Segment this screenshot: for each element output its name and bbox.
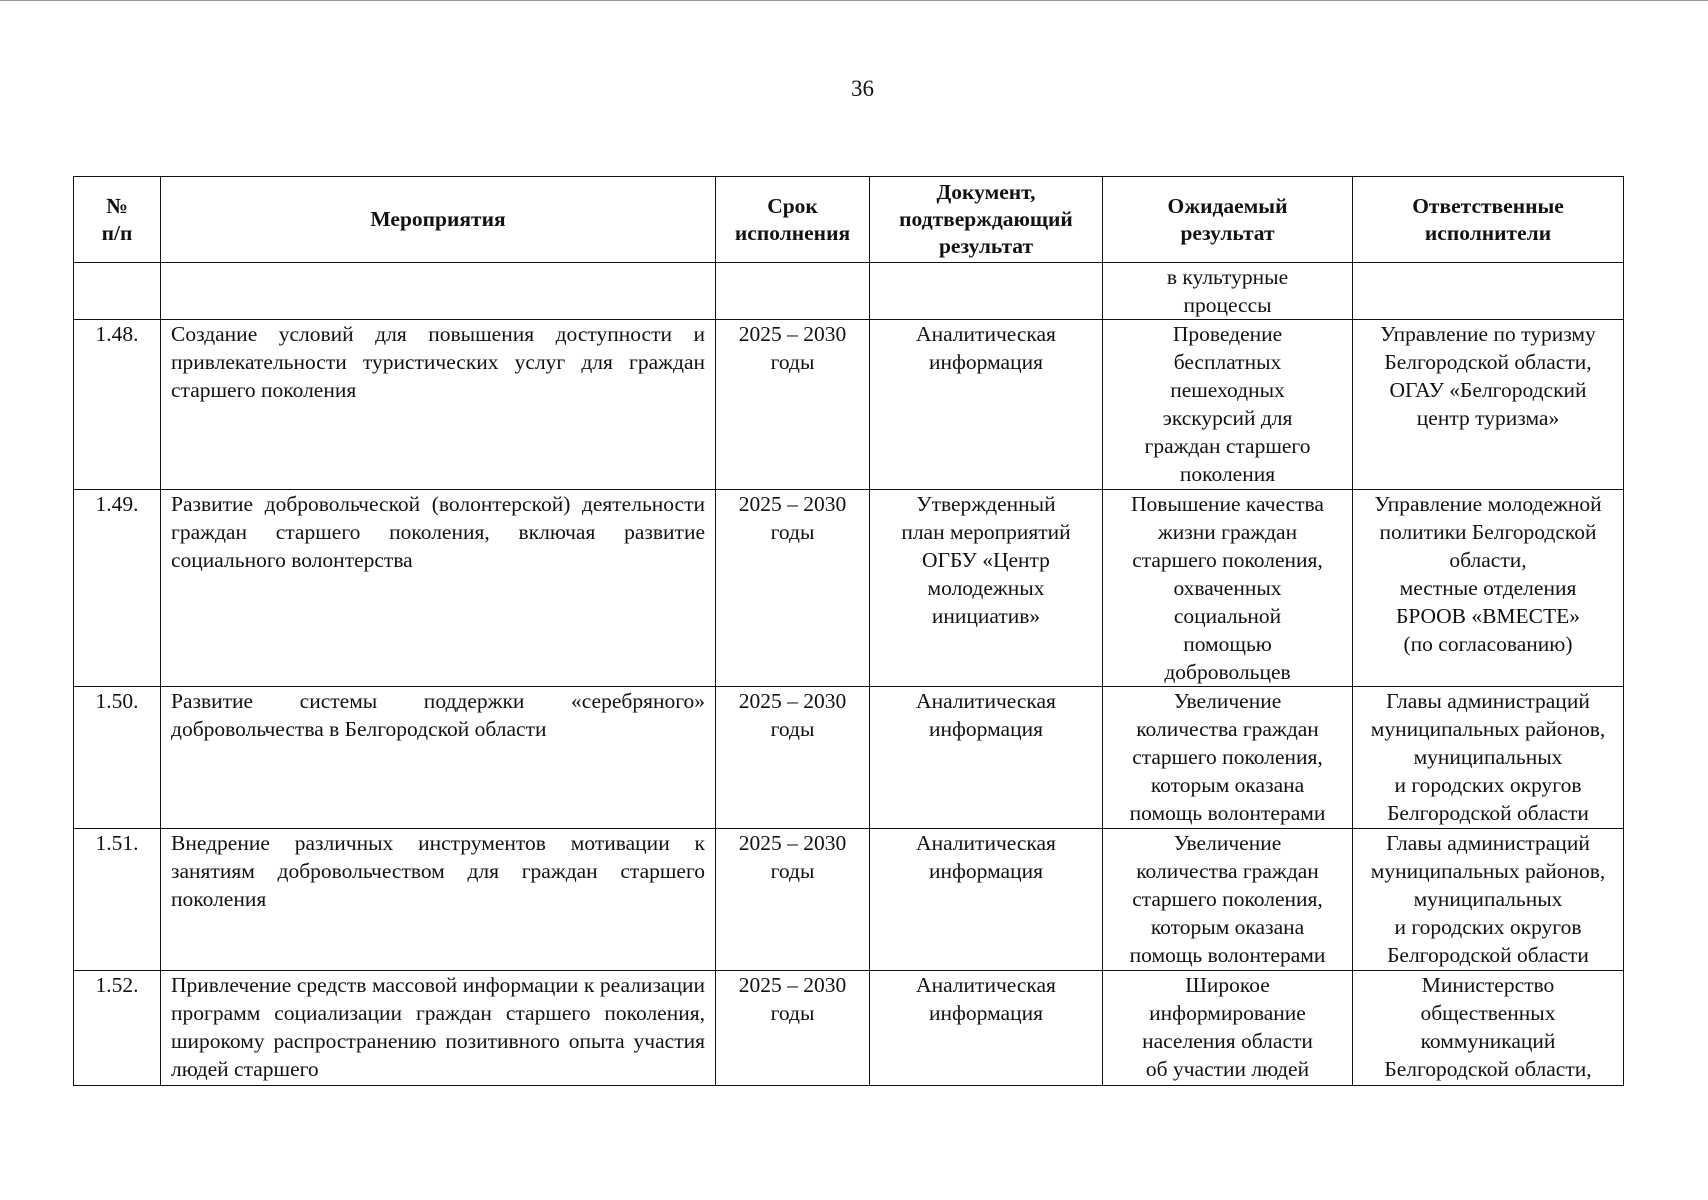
cell-num: 1.49.	[74, 490, 161, 687]
cell-term: 2025 – 2030 годы	[716, 829, 870, 971]
page-number: 36	[851, 76, 874, 101]
cell-event: Создание условий для повышения доступности и привлекательности туристических услуг для граждан старшего поколения	[161, 320, 716, 490]
cell-num: 1.48.	[74, 320, 161, 490]
header-event: Мероприятия	[161, 177, 716, 263]
table-row	[74, 490, 1624, 687]
cell-event: Внедрение различных инструментов мотивации к занятиям добровольчеством для граждан старшего поколения	[161, 829, 716, 971]
top-edge-line	[0, 0, 1708, 1]
cell-executors: Управление по туризму Белгородской области, ОГАУ «Белгородский центр туризма»	[1353, 320, 1624, 490]
header-result: Ожидаемый результат	[1103, 177, 1353, 263]
cell-executors	[1353, 263, 1624, 320]
cell-executors: Управление молодежной политики Белгородской области, местные отделения БРООВ «ВМЕСТЕ» (по согласованию)	[1353, 490, 1624, 687]
cell-num: 1.52.	[74, 971, 161, 1086]
cell-num: 1.50.	[74, 687, 161, 829]
cell-document: Аналитическая информация	[870, 320, 1103, 490]
table-row	[74, 687, 1624, 829]
cell-term: 2025 – 2030 годы	[716, 490, 870, 687]
table-header-row	[74, 177, 1624, 263]
cell-term: 2025 – 2030 годы	[716, 971, 870, 1086]
cell-document: Аналитическая информация	[870, 971, 1103, 1086]
cell-event: Развитие добровольческой (волонтерской) деятельности граждан старшего поколения, включая развитие социального волонтерства	[161, 490, 716, 687]
cell-num: 1.51.	[74, 829, 161, 971]
cell-term	[716, 263, 870, 320]
cell-event	[161, 263, 716, 320]
cell-document: Аналитическая информация	[870, 829, 1103, 971]
header-num: № п/п	[74, 177, 161, 263]
cell-event: Привлечение средств массовой информации к реализации программ социализации граждан старшего поколения, широкому распространению позитивного опыта участия людей старшего	[161, 971, 716, 1086]
cell-result: Увеличение количества граждан старшего поколения, которым оказана помощь волонтерами	[1103, 829, 1353, 971]
cell-result: Проведение бесплатных пешеходных экскурсий для граждан старшего поколения	[1103, 320, 1353, 490]
header-executors: Ответственные исполнители	[1353, 177, 1624, 263]
table-row	[74, 320, 1624, 490]
cell-result: Широкое информирование населения области об участии людей	[1103, 971, 1353, 1086]
table-row-continuation	[74, 263, 1624, 320]
table-row	[74, 971, 1624, 1086]
cell-event: Развитие системы поддержки «серебряного» добровольчества в Белгородской области	[161, 687, 716, 829]
header-document: Документ, подтверждающий результат	[870, 177, 1103, 263]
cell-document	[870, 263, 1103, 320]
activities-table	[73, 176, 1624, 1086]
table-row	[74, 829, 1624, 971]
cell-num	[74, 263, 161, 320]
cell-result: Увеличение количества граждан старшего поколения, которым оказана помощь волонтерами	[1103, 687, 1353, 829]
cell-executors: Главы администраций муниципальных районов, муниципальных и городских округов Белгородской области	[1353, 829, 1624, 971]
cell-term: 2025 – 2030 годы	[716, 320, 870, 490]
cell-document: Аналитическая информация	[870, 687, 1103, 829]
cell-executors: Главы администраций муниципальных районов, муниципальных и городских округов Белгородской области	[1353, 687, 1624, 829]
cell-result: Повышение качества жизни граждан старшего поколения, охваченных социальной помощью добровольцев	[1103, 490, 1353, 687]
cell-term: 2025 – 2030 годы	[716, 687, 870, 829]
cell-document: Утвержденный план мероприятий ОГБУ «Центр молодежных инициатив»	[870, 490, 1103, 687]
cell-result: в культурные процессы	[1103, 263, 1353, 320]
cell-executors: Министерство общественных коммуникаций Белгородской области,	[1353, 971, 1624, 1086]
header-term: Срок исполнения	[716, 177, 870, 263]
